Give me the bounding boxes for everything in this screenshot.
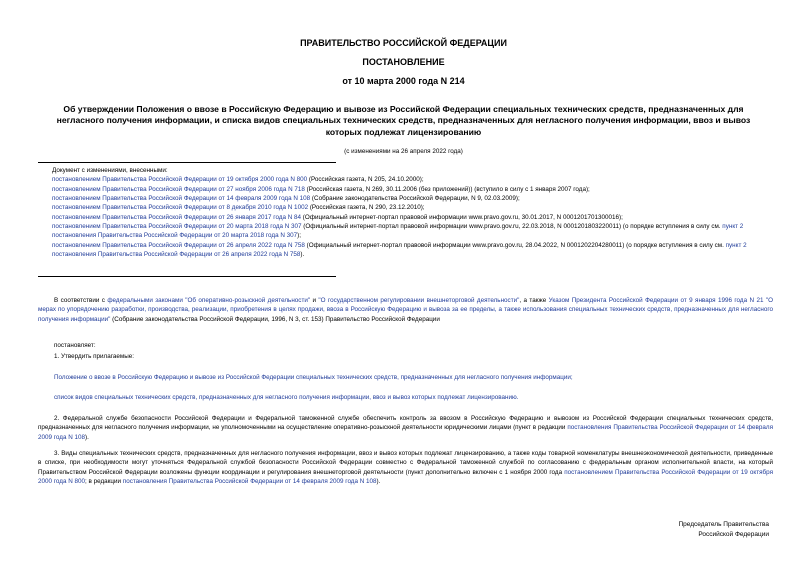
- amendment-item: [38, 185, 773, 194]
- point-1: [38, 352, 773, 361]
- amendment-source: (Собрание законодательства Российской Федерации, N 9, 02.03.2009);: [310, 194, 520, 202]
- attachment-1: [38, 373, 773, 382]
- foreign-trade-law-link[interactable]: "О государственном регулировании внешнеторговой деятельности": [318, 297, 520, 304]
- amendment-item: [38, 222, 773, 241]
- amendment-item: [38, 203, 773, 212]
- amendment-source: (Официальный интернет-портал правовой информации www.pravo.gov.ru, 28.04.2022, N 0001202204280011) (о порядке вступления в силу см.: [304, 241, 726, 249]
- point-3: [38, 449, 773, 486]
- amendment-link[interactable]: постановлением Правительства Российской Федерации от 27 ноября 2006 года N 718: [52, 185, 305, 193]
- preamble-paragraph: [38, 296, 773, 324]
- point-2-text: 2. Федеральной службе безопасности Российской Федерации и Федеральной таможенной службе обеспечить контроль за ввозом в Российскую Федерацию и вывозом из Российской Федерации специальных технических средств, предназначенных для негласного получения информации, не уполномоченными на осуществление оперативно-розыскной деятельности юридическими лицами (пункт в редакции: [38, 415, 773, 432]
- amendments-block: [38, 166, 773, 259]
- amendment-link[interactable]: постановлением Правительства Российской Федерации от 8 декабря 2010 года N 1002: [52, 204, 309, 212]
- amendment-effect-link[interactable]: пункт 2 постановления Правительства Российской Федерации от 26 апреля 2022 года N 758: [52, 241, 747, 258]
- amendment-link[interactable]: постановлением Правительства Российской Федерации от 20 марта 2018 года N 307: [52, 222, 302, 230]
- amendment-end: ).: [300, 250, 305, 258]
- document-date-number: от 10 марта 2000 года N 214: [342, 76, 465, 86]
- amendment-item: [38, 241, 773, 260]
- point-3-amendment-link[interactable]: постановления Правительства Российской Федерации от 14 февраля 2009 года N 108: [122, 477, 377, 485]
- resolves-text: [38, 341, 773, 350]
- signatory-country: Российской Федерации: [698, 531, 769, 539]
- amendment-item: [38, 175, 773, 184]
- preamble-text: , а также: [519, 297, 549, 304]
- amendment-source: (Российская газета, N 269, 30.11.2006 (без приложений)) (вступило в силу с 1 января 2007 года);: [304, 185, 590, 193]
- amendment-link[interactable]: постановлением Правительства Российской Федерации от 26 января 2017 года N 84: [52, 213, 302, 221]
- amendment-item: [38, 213, 773, 222]
- attachment-2: [38, 393, 773, 402]
- point-2-amendment-link[interactable]: постановления Правительства Российской Федерации от 14 февраля 2009 года N 108: [38, 424, 773, 441]
- preamble-text: В соответствии с: [54, 297, 108, 304]
- regulation-link[interactable]: Положение о ввозе в Российскую Федерацию и вывозе из Российской Федерации специальных технических средств, предназначенных для негласного получения информации;: [54, 374, 573, 381]
- point-3-inclusion-link[interactable]: постановлением Правительства Российской Федерации от 19 октября 2000 года N 800: [38, 468, 773, 485]
- signatory-title: Председатель Правительства: [678, 521, 769, 528]
- point-2-end: ).: [85, 433, 89, 441]
- document-title: Об утверждении Положения о ввозе в Российскую Федерацию и вывозе из Российской Федерации специальных технических средств, предназначенных для негласного получения информации, и списка видов специальных технических средств, предназначенных для негласного получения информации, ввоз и вывоз которых подлежат лицензированию: [56, 104, 751, 137]
- amendment-link[interactable]: постановлением Правительства Российской Федерации от 26 апреля 2022 года N 758: [52, 241, 305, 249]
- amendment-effect-link[interactable]: пункт 2 постановления Правительства Российской Федерации от 20 марта 2018 года N 307: [52, 222, 744, 240]
- amendment-end: );: [297, 232, 301, 240]
- point-3-text: 3. Виды специальных технических средств, предназначенных для негласного получения информации, ввоз и вывоз которых подлежат лицензированию, а также коды товарной номенклатуры внешнеэкономической деятельности, приведенные в списке, при необходимости могут уточняться Федеральной службой безопасности Российской Федерации совместно с Федеральной таможенной службой по согласованию с федеральным органом исполнительной власти, на который Правительством Российской Федерации возложены функции координации и регулирования внешнеторговой деятельности (пункт дополнительно включен с 1 ноября 2000 года: [38, 450, 773, 476]
- resolves-label: постановляет:: [54, 342, 96, 349]
- point-2: [38, 414, 773, 442]
- federal-laws-link[interactable]: федеральными законами "Об оперативно-розыскной деятельности": [107, 297, 311, 304]
- amendment-link[interactable]: постановлением Правительства Российской Федерации от 19 октября 2000 года N 800: [52, 176, 308, 184]
- amendments-top-divider: [38, 162, 336, 163]
- amendments-label: Документ с изменениями, внесенными:: [52, 167, 168, 174]
- list-link[interactable]: список видов специальных технических средств, предназначенных для негласного получения информации, ввоз и вывоз которых подлежат лицензированию.: [54, 394, 519, 401]
- document-type-heading: ПОСТАНОВЛЕНИЕ: [362, 57, 445, 67]
- amendment-source: (Российская газета, N 290, 23.12.2010);: [308, 204, 425, 212]
- amendment-item: [38, 194, 773, 203]
- amendment-source: (Официальный интернет-портал правовой информации www.pravo.gov.ru, 30.01.2017, N 0001201701300016);: [301, 213, 623, 221]
- amendment-link[interactable]: постановлением Правительства Российской Федерации от 14 февраля 2009 года N 108: [52, 194, 311, 202]
- preamble-text: (Собрание законодательства Российской Федерации, 1996, N 3, ст. 153) Правительство Российской Федерации: [110, 315, 440, 323]
- amendments-bottom-divider: [38, 276, 336, 277]
- presidential-decree-link[interactable]: Указом Президента Российской Федерации от 9 января 1996 года N 21 "О мерах по упорядочению разработки, производства, реализации, приобретения в целях продажи, ввоза в Российскую Федерацию и вывоза за ее пределы, а также использования специальных технических средств, предназначенных для негласного получения информации": [38, 297, 773, 323]
- point-1-text: 1. Утвердить прилагаемые:: [54, 353, 134, 360]
- point-3-text: ; в редакции: [85, 477, 123, 485]
- signature-block: [678, 520, 769, 541]
- government-heading: ПРАВИТЕЛЬСТВО РОССИЙСКОЙ ФЕДЕРАЦИИ: [300, 38, 507, 48]
- preamble-text: и: [310, 297, 319, 304]
- amendment-source: (Российская газета, N 205, 24.10.2000);: [307, 176, 424, 184]
- amendment-source: (Официальный интернет-портал правовой информации www.pravo.gov.ru, 22.03.2018, N 0001201803220011) (о порядке вступления в силу см.: [301, 222, 723, 230]
- point-3-end: ).: [376, 477, 381, 485]
- changes-note: (с изменениями на 26 апреля 2022 года): [344, 148, 463, 155]
